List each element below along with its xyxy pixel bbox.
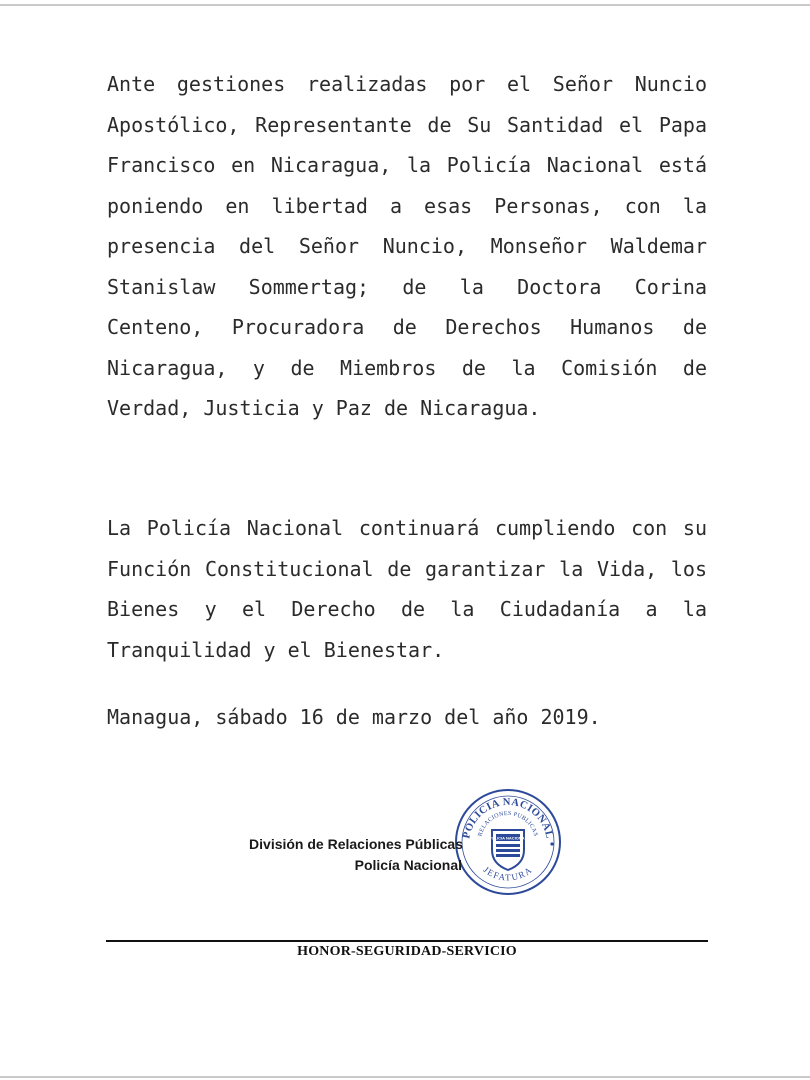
svg-text:JEFATURA [481, 864, 534, 882]
seal-shield-icon [489, 830, 528, 870]
paragraph-1: Ante gestiones realizadas por el Señor Nuncio Apostólico, Representante de Su Santidad el Papa Francisco en Nicaragua, la Policía Nacional está poniendo en libertad a esas Personas, con la presencia del Señor Nuncio, Monseñor Waldemar Stanislaw Sommertag; de la Doctora Corina Centeno, Procuradora de Derechos Humanos de Nicaragua, y de Miembros de la Comisión de Verdad, Justicia y Paz de Nicaragua. [107, 72, 707, 420]
paragraph-2: La Policía Nacional continuará cumpliendo con su Función Constitucional de garantizar la Vida, los Bienes y el Derecho de la Ciudadanía a la Tranquilidad y el Bienestar. [107, 516, 707, 662]
top-border [0, 4, 810, 6]
signature-institution: Policía Nacional [354, 857, 462, 873]
seal-sub-text: RELACIONES PUBLICAS [477, 810, 539, 838]
footer-motto: HONOR-SEGURIDAD-SERVICIO [297, 944, 517, 959]
seal-bottom-text: JEFATURA [481, 864, 535, 883]
signature-division: División de Relaciones Públicas [249, 836, 463, 852]
bottom-border [0, 1076, 810, 1078]
seal-top-text: POLICIA NACIONAL [461, 796, 555, 840]
footer-rule [106, 940, 708, 942]
svg-text:POLICIA NACIONAL [461, 797, 554, 840]
seal-shield-text: POLICIA NACIONAL [488, 835, 528, 841]
official-seal-icon [452, 786, 564, 898]
place-date: Managua, sábado 16 de marzo del año 2019. [107, 705, 601, 729]
